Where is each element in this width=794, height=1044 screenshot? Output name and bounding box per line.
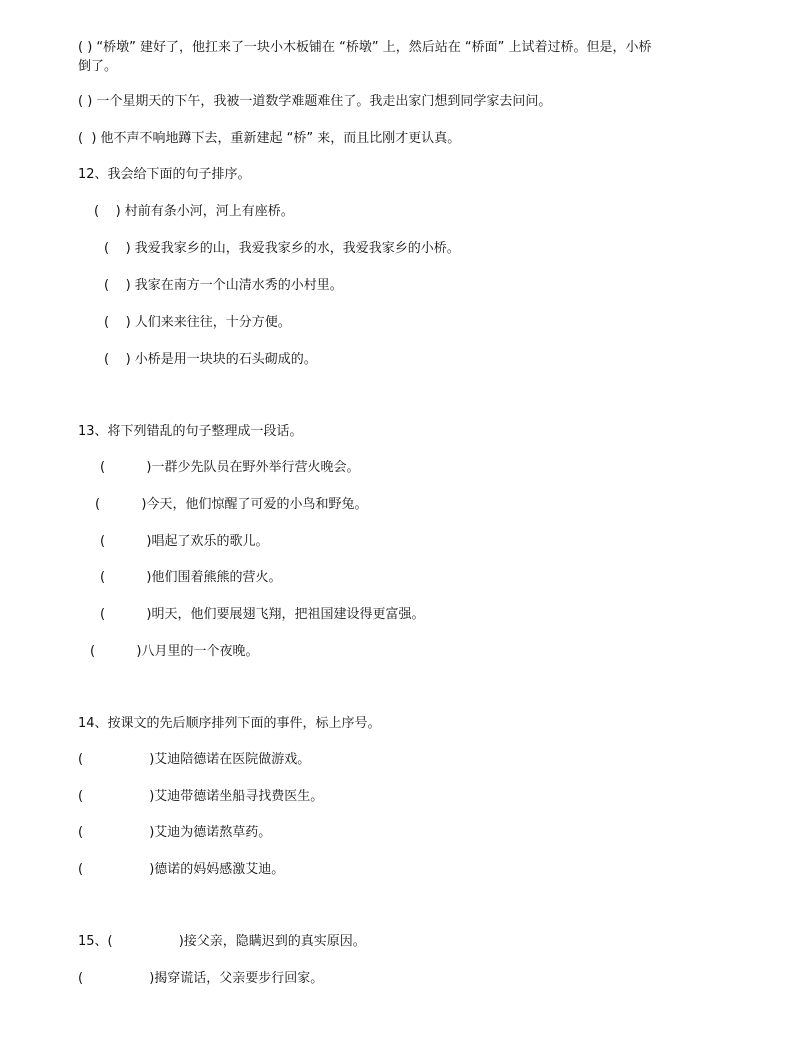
q12-item-5: ( ) 小桥是用一块块的石头砌成的。 — [104, 352, 317, 367]
q11-line-4: ( ) 他不声不响地蹲下去，重新建起 “桥” 来，而且比刚才更认真。 — [78, 131, 461, 146]
q12-item-4: ( ) 人们来来往往，十分方便。 — [104, 315, 291, 330]
q14-title: 14、按课文的先后顺序排列下面的事件，标上序号。 — [78, 716, 381, 731]
q13-item-3: ( )唱起了欢乐的歌儿。 — [100, 534, 269, 549]
q11-line-3: ( ) 一个星期天的下午，我被一道数学难题难住了。我走出家门想到同学家去问问。 — [78, 94, 552, 109]
q13-item-2: ( )今天，他们惊醒了可爱的小鸟和野兔。 — [95, 497, 368, 512]
q13-item-6: ( )八月里的一个夜晚。 — [90, 644, 259, 659]
q14-item-1: ( )艾迪陪德诺在医院做游戏。 — [78, 752, 311, 767]
q13-item-1: ( )一群少先队员在野外举行营火晚会。 — [100, 460, 360, 475]
q12-item-1: ( ) 村前有条小河，河上有座桥。 — [94, 204, 294, 219]
q14-item-2: ( )艾迪带德诺坐船寻找费医生。 — [78, 789, 324, 804]
q12-title: 12、我会给下面的句子排序。 — [78, 167, 251, 182]
q15-item-2: ( )揭穿谎话，父亲要步行回家。 — [78, 971, 324, 986]
q13-title: 13、将下列错乱的句子整理成一段话。 — [78, 424, 303, 439]
q14-item-4: ( )德诺的妈妈感激艾迪。 — [78, 862, 285, 877]
q13-item-5: ( )明天，他们要展翅飞翔，把祖国建设得更富强。 — [100, 607, 425, 622]
q13-item-4: ( )他们围着熊熊的营火。 — [100, 570, 282, 585]
q12-item-3: ( ) 我家在南方一个山清水秀的小村里。 — [104, 278, 343, 293]
q15-item-1: 15、( )接父亲，隐瞒迟到的真实原因。 — [78, 934, 366, 949]
q12-item-2: ( ) 我爱我家乡的山，我爱我家乡的水，我爱我家乡的小桥。 — [104, 241, 460, 256]
q11-line-1: ( ) “桥墩” 建好了，他扛来了一块小木板铺在 “桥墩” 上，然后站在 “桥面” 上试着过桥。但是，小桥 — [78, 40, 652, 55]
q14-item-3: ( )艾迪为德诺熬草药。 — [78, 825, 272, 840]
q11-line-2: 倒了。 — [78, 59, 118, 74]
